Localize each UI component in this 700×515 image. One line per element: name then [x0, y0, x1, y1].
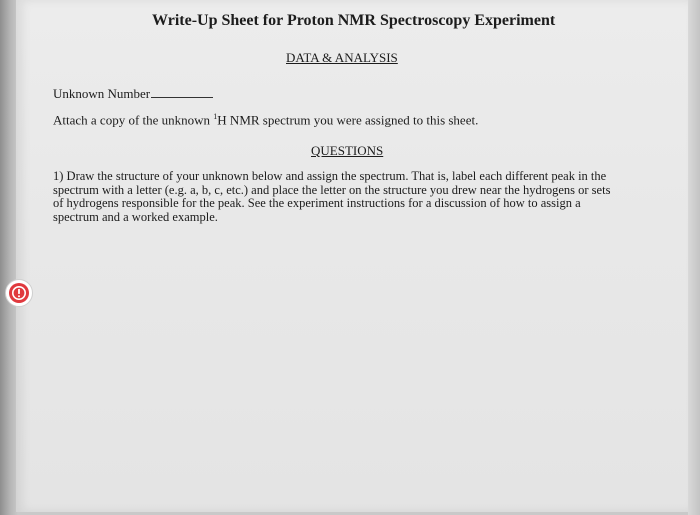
question-1-line: spectrum with a letter (e.g. a, b, c, etc.) and place the letter on the structure you drew near the hydrogens or sets: [53, 182, 611, 197]
unknown-number-label: Unknown Number: [53, 86, 151, 101]
unknown-number-field: [53, 86, 213, 102]
isotope-superscript: 1: [213, 112, 218, 121]
question-1-line: 1) Draw the structure of your unknown below and assign the spectrum. That is, label each different peak in the: [53, 169, 607, 183]
page-edge: [688, 0, 700, 515]
attach-text-start: Attach a copy of the unknown: [53, 112, 214, 128]
question-1: [53, 170, 643, 224]
worksheet-page: [16, 0, 688, 512]
section-heading-data-analysis: DATA & ANALYSIS: [286, 50, 398, 65]
question-1-line: of hydrogens responsible for the peak. See the experiment instructions for a discussion of how to assign a: [53, 196, 581, 210]
alert-icon[interactable]: [4, 278, 34, 308]
alert-icon-graphic: [4, 278, 34, 308]
page-title: Write-Up Sheet for Proton NMR Spectroscopy Experiment: [152, 12, 556, 29]
attach-instruction: [53, 112, 478, 128]
questions-heading: QUESTIONS: [311, 143, 384, 158]
question-1-line: spectrum and a worked example.: [53, 209, 218, 224]
unknown-number-blank: [151, 97, 213, 98]
attach-text-end: H NMR spectrum you were assigned to this sheet.: [217, 112, 479, 128]
